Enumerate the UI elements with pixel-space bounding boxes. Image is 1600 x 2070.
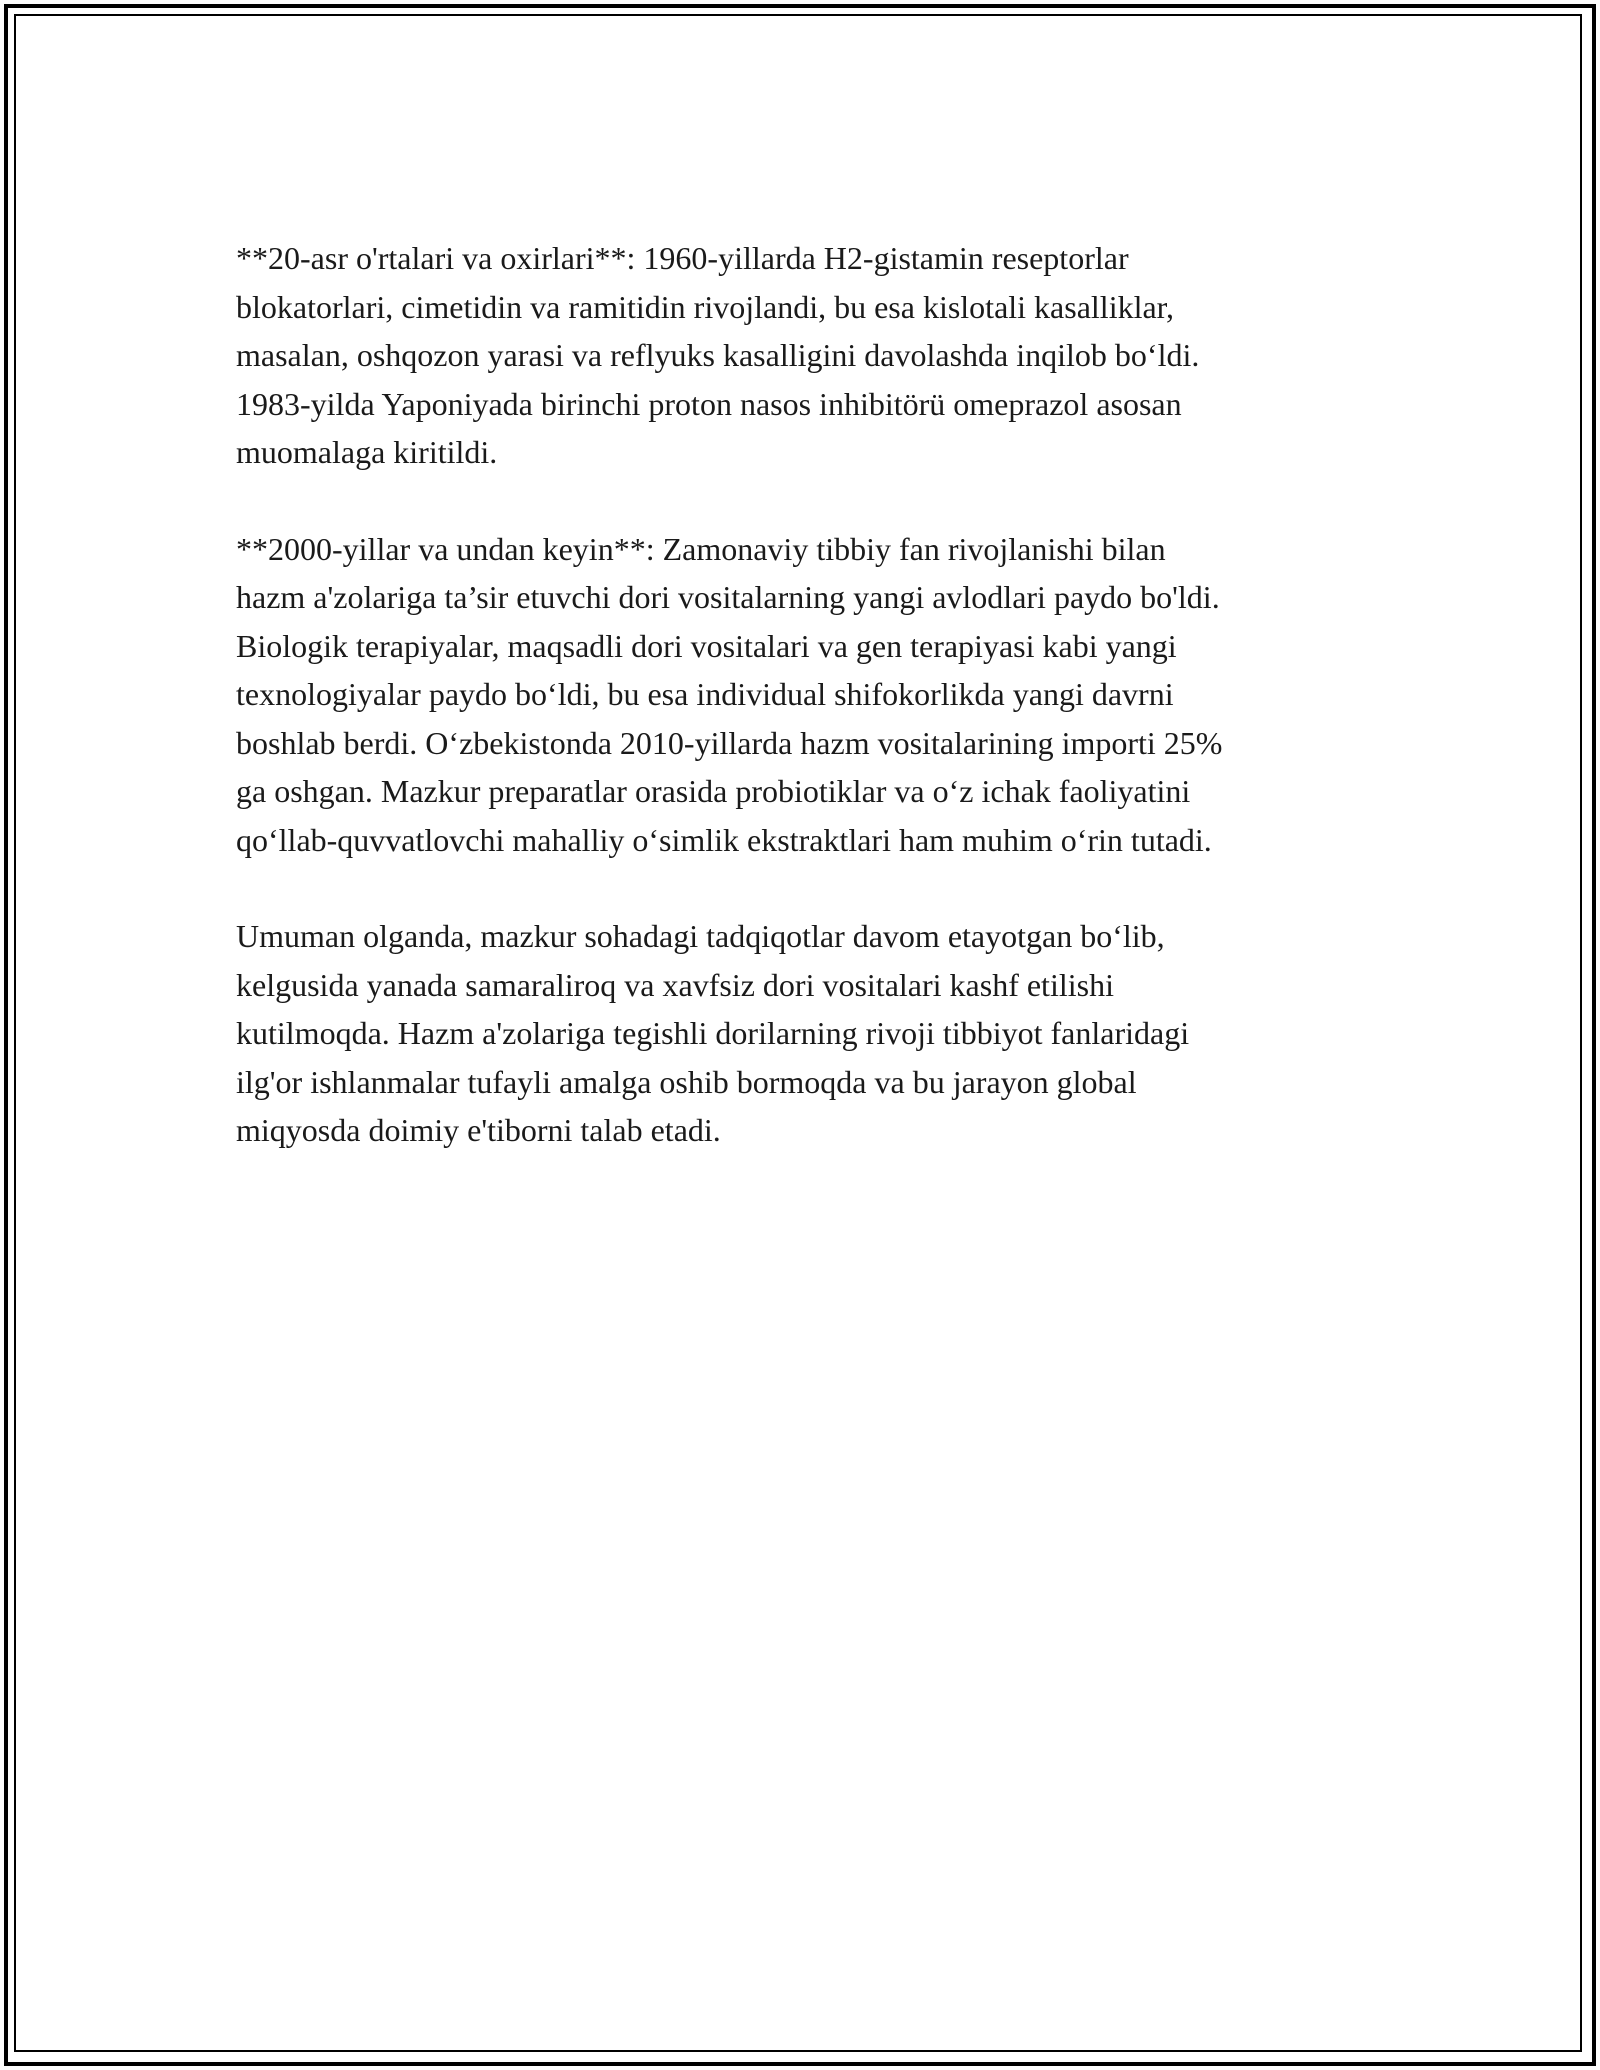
paragraph-2000s: **2000-yillar va undan keyin**: Zamonaviy tibbiy fan rivojlanishi bilan hazm a'zolariga ta’sir etuvchi dori vositalarning yangi avlodlari paydo bo'ldi. Biologik terapiyalar, maqsadli dori vositalari va gen terapiyasi kabi yangi texnologiyalar paydo bo‘ldi, bu esa individual shifokorlikda yangi davrni boshlab berdi. O‘zbekistonda 2010-yillarda hazm vositalarining importi 25% ga oshgan. Mazkur preparatlar orasida probiotiklar va o‘z ichak faoliyatini qo‘llab-quvvatlovchi mahalliy o‘simlik ekstraktlari ham muhim o‘rin tutadi. bbox=[236, 530, 1223, 858]
paragraph-20th-century: **20-asr o'rtalari va oxirlari**: 1960-yillarda H2-gistamin reseptorlar blokatorlari, cimetidin va ramitidin rivojlandi, bu esa kislotali kasalliklar, masalan, oshqozon yarasi va reflyuks kasalligini davolashda inqilob bo‘ldi. 1983-yilda Yaponiyada birinchi proton nasos inhibitörü omeprazol asosan muomalaga kiritildi. bbox=[236, 240, 1200, 470]
paragraph-conclusion: Umuman olganda, mazkur sohadagi tadqiqotlar davom etayotgan bo‘lib, kelgusida yanada samaraliroq va xavfsiz dori vositalari kashf etilishi kutilmoqda. Hazm a'zolariga tegishli dorilarning rivoji tibbiyot fanlaridagi ilg'or ishlanmalar tufayli amalga oshib bormoqda va bu jarayon global miqyosda doimiy e'tiborni talab etadi. bbox=[236, 918, 1190, 1148]
document-body bbox=[236, 234, 1396, 1203]
